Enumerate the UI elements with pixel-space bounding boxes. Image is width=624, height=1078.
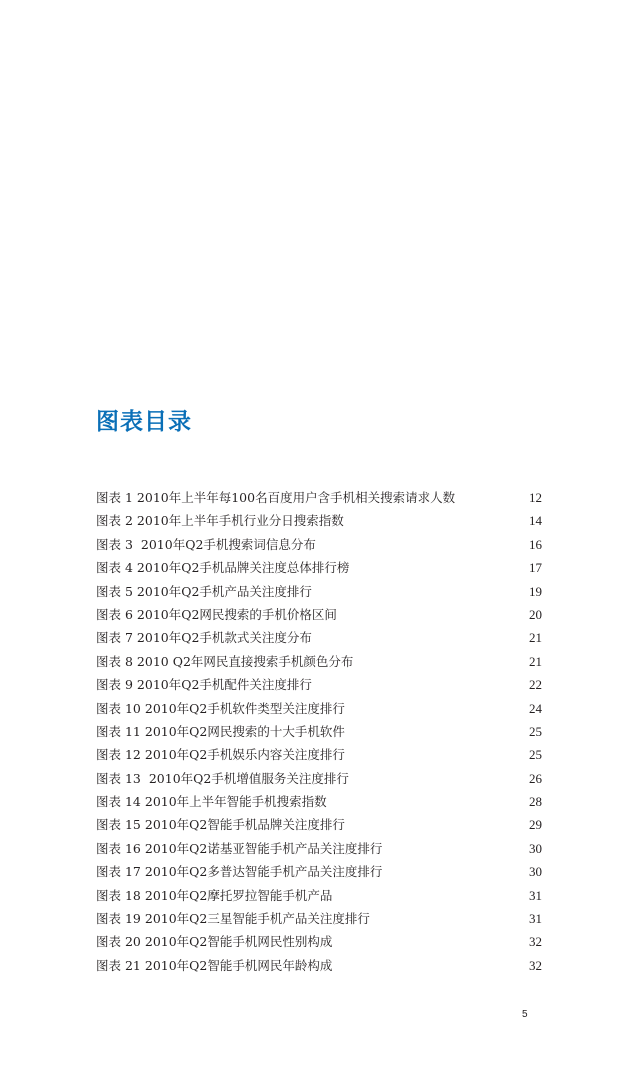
toc-entry-label: 图表 9 — [96, 677, 133, 693]
toc-entry-title: 2010年Q2智能手机品牌关注度排行 — [140, 817, 345, 833]
toc-entry[interactable] — [96, 603, 542, 626]
toc-entry-label: 图表 11 — [96, 723, 141, 739]
toc-entry-label: 图表 13 — [96, 770, 141, 786]
toc-entry[interactable] — [96, 907, 542, 930]
toc-entry-page: 14 — [529, 513, 542, 529]
toc-entry-page: 17 — [529, 560, 542, 576]
toc-entry-title: 2010年Q2网民搜索的手机价格区间 — [132, 606, 337, 622]
toc-entry[interactable] — [96, 790, 542, 813]
toc-entry-page: 12 — [529, 490, 542, 505]
toc-entry[interactable] — [96, 626, 542, 649]
table-of-figures — [96, 486, 542, 977]
toc-entry-label: 图表 16 — [96, 840, 141, 856]
toc-entry-page: 32 — [529, 957, 542, 973]
toc-entry-title: 2010年上半年智能手机搜索指数 — [140, 794, 327, 810]
page-title: 图表目录 — [96, 409, 192, 436]
toc-entry-label: 图表 8 — [96, 653, 133, 669]
toc-entry-title: 2010年Q2手机品牌关注度总体排行榜 — [132, 560, 350, 576]
toc-entry-title: 2010年Q2手机款式关注度分布 — [132, 630, 312, 646]
toc-entry-title: 2010年上半年手机行业分日搜索指数 — [132, 513, 344, 529]
toc-entry-label: 图表 17 — [96, 864, 141, 880]
toc-entry-label: 图表 2 — [96, 513, 133, 529]
page-number: 5 — [522, 1009, 528, 1020]
toc-entry[interactable] — [96, 837, 542, 860]
toc-entry-title: 2010年Q2网民搜索的十大手机软件 — [140, 723, 345, 739]
toc-entry-page: 30 — [529, 864, 542, 880]
toc-entry-page: 19 — [529, 583, 542, 599]
toc-entry[interactable] — [96, 813, 542, 836]
toc-entry[interactable] — [96, 650, 542, 673]
toc-entry-page: 30 — [529, 840, 542, 856]
toc-entry-page: 21 — [529, 630, 542, 646]
toc-entry-label: 图表 6 — [96, 606, 133, 622]
toc-entry-title: 2010年Q2三星智能手机产品关注度排行 — [140, 911, 370, 927]
toc-entry-label: 图表 1 — [96, 490, 133, 505]
toc-entry-title: 2010年上半年每100名百度用户含手机相关搜索请求人数 — [132, 490, 456, 505]
toc-entry-label: 图表 5 — [96, 583, 133, 599]
toc-entry-title: 2010年Q2手机产品关注度排行 — [132, 583, 312, 599]
toc-entry-title: 2010年Q2手机增值服务关注度排行 — [140, 770, 349, 786]
toc-entry[interactable] — [96, 580, 542, 603]
toc-entry-label: 图表 15 — [96, 817, 141, 833]
toc-entry[interactable] — [96, 673, 542, 696]
toc-entry-page: 21 — [529, 653, 542, 669]
toc-entry-title: 2010 Q2年网民直接搜索手机颜色分布 — [132, 653, 354, 669]
toc-entry-page: 25 — [529, 723, 542, 739]
toc-entry-label: 图表 7 — [96, 630, 133, 646]
toc-entry-page: 16 — [529, 536, 542, 552]
toc-entry-label: 图表 12 — [96, 747, 141, 763]
toc-entry[interactable] — [96, 860, 542, 883]
toc-entry-label: 图表 14 — [96, 794, 141, 810]
toc-entry[interactable] — [96, 954, 542, 977]
toc-entry[interactable] — [96, 697, 542, 720]
toc-entry-label: 图表 20 — [96, 934, 141, 950]
toc-entry-page: 31 — [529, 911, 542, 927]
toc-entry-title: 2010年Q2多普达智能手机产品关注度排行 — [140, 864, 383, 880]
toc-entry-page: 26 — [529, 770, 542, 786]
toc-entry[interactable] — [96, 884, 542, 907]
toc-entry-label: 图表 19 — [96, 911, 141, 927]
toc-entry-title: 2010年Q2手机娱乐内容关注度排行 — [140, 747, 345, 763]
toc-entry-label: 图表 18 — [96, 887, 141, 903]
toc-entry[interactable] — [96, 743, 542, 766]
toc-entry[interactable] — [96, 767, 542, 790]
toc-entry-page: 28 — [529, 794, 542, 810]
toc-entry-title: 2010年Q2智能手机网民性别构成 — [140, 934, 333, 950]
toc-entry[interactable] — [96, 720, 542, 743]
toc-entry[interactable] — [96, 509, 542, 532]
toc-entry-title: 2010年Q2手机配件关注度排行 — [132, 677, 312, 693]
toc-entry-title: 2010年Q2诺基亚智能手机产品关注度排行 — [140, 840, 383, 856]
toc-entry-label: 图表 3 — [96, 536, 133, 552]
toc-entry-page: 29 — [529, 817, 542, 833]
toc-entry-title: 2010年Q2手机搜索词信息分布 — [132, 536, 316, 552]
toc-entry-title: 2010年Q2智能手机网民年龄构成 — [140, 957, 333, 973]
toc-entry[interactable] — [96, 930, 542, 953]
toc-entry-page: 20 — [529, 606, 542, 622]
toc-entry[interactable] — [96, 533, 542, 556]
toc-entry-label: 图表 10 — [96, 700, 141, 716]
toc-entry[interactable] — [96, 556, 542, 579]
toc-entry-title: 2010年Q2手机软件类型关注度排行 — [140, 700, 345, 716]
toc-entry-page: 25 — [529, 747, 542, 763]
toc-entry-label: 图表 4 — [96, 560, 133, 576]
toc-entry-label: 图表 21 — [96, 957, 141, 973]
toc-entry-page: 24 — [529, 700, 542, 716]
toc-entry-page: 32 — [529, 934, 542, 950]
toc-entry-page: 31 — [529, 887, 542, 903]
toc-entry[interactable] — [96, 486, 542, 509]
toc-entry-title: 2010年Q2摩托罗拉智能手机产品 — [140, 887, 333, 903]
toc-entry-page: 22 — [529, 677, 542, 693]
